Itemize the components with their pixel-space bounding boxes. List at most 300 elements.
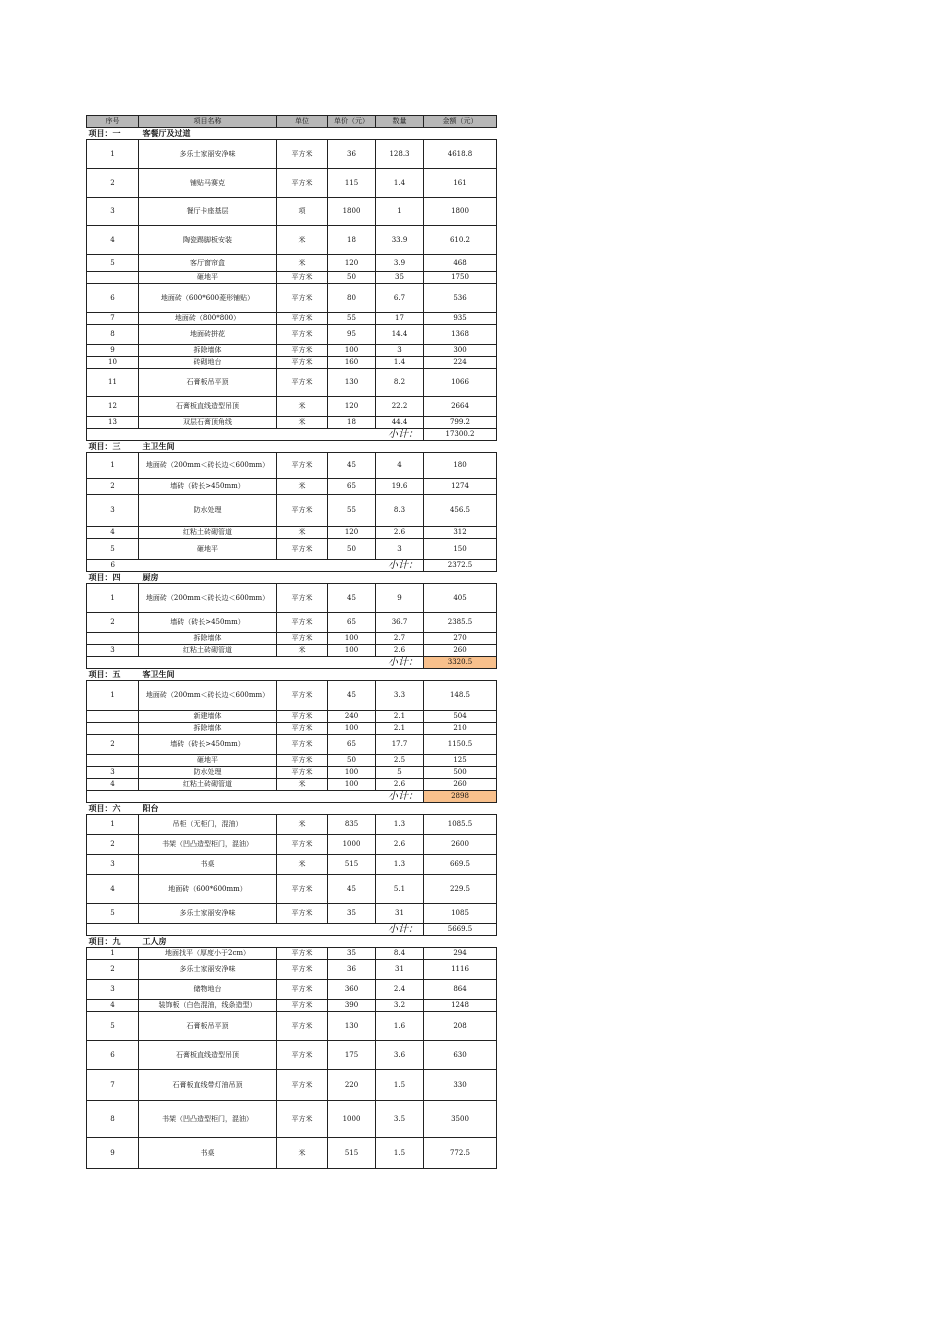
item-name: 地面找平（厚度小于2cm） [139,948,277,960]
section-header [87,441,497,453]
item-unit-price: 50 [328,539,376,560]
item-name: 多乐士家丽安净味 [139,140,277,169]
item-name: 书桌 [139,1138,277,1169]
item-name: 拆除墙体 [139,633,277,645]
section-name: 客卫生间 [142,669,175,679]
item-name: 砖砌地台 [139,357,277,369]
item-no: 2 [87,479,139,495]
item-unit-price: 100 [328,345,376,357]
subtotal-label: 小计： [139,657,424,669]
item-name: 拆除墙体 [139,345,277,357]
item-name: 餐厅卡座基层 [139,198,277,226]
item-no: 3 [87,855,139,875]
item-quantity: 2.6 [376,835,424,855]
table-row [87,779,497,791]
item-unit-price: 35 [328,904,376,924]
table-row [87,1012,497,1041]
table-row [87,255,497,272]
item-unit: 平方米 [277,1070,328,1101]
item-unit-price: 45 [328,453,376,479]
table-row [87,417,497,429]
item-no: 4 [87,779,139,791]
item-quantity: 4 [376,453,424,479]
item-quantity: 33.9 [376,226,424,255]
item-unit: 平方米 [277,369,328,397]
table-row [87,980,497,1000]
table-row [87,815,497,835]
item-unit-price: 220 [328,1070,376,1101]
item-unit-price: 120 [328,527,376,539]
item-no: 4 [87,226,139,255]
item-amount: 224 [424,357,497,369]
section-label: 项目：五 [88,669,121,679]
table-row [87,645,497,657]
item-no: 8 [87,325,139,345]
subtotal-label: 小计： [139,924,424,936]
table-row [87,198,497,226]
table-row [87,835,497,855]
item-unit: 平方米 [277,613,328,633]
item-name: 防水处理 [139,495,277,527]
table-row [87,272,497,284]
item-quantity: 2.4 [376,980,424,1000]
item-no: 3 [87,767,139,779]
item-unit-price: 50 [328,272,376,284]
item-amount: 1085.5 [424,815,497,835]
item-amount: 229.5 [424,875,497,904]
section-name: 工人房 [142,936,167,946]
table-row [87,633,497,645]
item-quantity: 8.2 [376,369,424,397]
item-name: 多乐士家丽安净味 [139,904,277,924]
item-name: 砸地平 [139,755,277,767]
item-unit-price: 100 [328,779,376,791]
item-quantity: 14.4 [376,325,424,345]
table-row [87,284,497,313]
section-label: 项目：三 [88,441,121,451]
item-name: 砸地平 [139,539,277,560]
item-unit: 平方米 [277,681,328,711]
item-name: 防水处理 [139,767,277,779]
item-quantity: 6.7 [376,284,424,313]
item-name: 书架（凹凸造型柜门，混油） [139,835,277,855]
table-row [87,1138,497,1169]
item-no: 5 [87,1012,139,1041]
section-title [87,128,497,140]
item-amount: 260 [424,645,497,657]
item-unit-price: 45 [328,584,376,613]
item-name: 地面砖（600*600mm） [139,875,277,904]
table-row [87,1000,497,1012]
table-row [87,527,497,539]
section-label: 项目：六 [88,803,121,813]
item-amount: 125 [424,755,497,767]
item-unit: 米 [277,645,328,657]
item-unit: 平方米 [277,960,328,980]
section-header [87,572,497,584]
item-unit-price: 130 [328,369,376,397]
subtotal-row [87,791,497,803]
item-quantity: 3.3 [376,681,424,711]
item-name: 墙砖（砖长>450mm） [139,735,277,755]
subtotal-label: 小计： [139,429,424,441]
item-name: 客厅窗帘盒 [139,255,277,272]
subtotal-no [87,429,139,441]
item-quantity: 2.5 [376,755,424,767]
item-name: 石膏板直线带灯油吊顶 [139,1070,277,1101]
item-quantity: 2.6 [376,527,424,539]
item-unit: 平方米 [277,272,328,284]
item-name: 石膏板直线造型吊顶 [139,1041,277,1070]
item-quantity: 1.6 [376,1012,424,1041]
item-amount: 504 [424,711,497,723]
item-name: 陶瓷踢脚板安装 [139,226,277,255]
item-name: 红粘土砖砌管道 [139,779,277,791]
item-name: 拆除墙体 [139,723,277,735]
section-name: 主卫生间 [142,441,175,451]
item-no: 1 [87,681,139,711]
item-no [87,723,139,735]
item-name: 地面砖（600*600菱形铺贴） [139,284,277,313]
table-row [87,453,497,479]
item-unit-price: 1000 [328,835,376,855]
item-unit: 平方米 [277,345,328,357]
item-amount: 1150.5 [424,735,497,755]
item-quantity: 31 [376,960,424,980]
item-amount: 1116 [424,960,497,980]
item-quantity: 8.3 [376,495,424,527]
item-no: 9 [87,1138,139,1169]
item-unit: 平方米 [277,1012,328,1041]
header-unit-price: 单价（元） [328,116,376,128]
item-quantity: 8.4 [376,948,424,960]
item-no: 4 [87,875,139,904]
item-no: 6 [87,1041,139,1070]
item-unit-price: 65 [328,613,376,633]
item-amount: 2664 [424,397,497,417]
section-header [87,936,497,948]
item-no [87,633,139,645]
item-quantity: 44.4 [376,417,424,429]
item-name: 书架（凹凸造型柜门，混油） [139,1101,277,1138]
item-amount: 1085 [424,904,497,924]
table-row [87,345,497,357]
item-unit: 平方米 [277,904,328,924]
subtotal-row [87,560,497,572]
item-amount: 2385.5 [424,613,497,633]
item-unit: 平方米 [277,711,328,723]
item-quantity: 3.5 [376,1101,424,1138]
header-item-name: 项目名称 [139,116,277,128]
item-unit-price: 45 [328,681,376,711]
table-row [87,539,497,560]
item-unit-price: 115 [328,169,376,198]
item-no: 10 [87,357,139,369]
item-quantity: 3 [376,539,424,560]
item-unit-price: 45 [328,875,376,904]
item-unit: 平方米 [277,1101,328,1138]
item-amount: 630 [424,1041,497,1070]
item-unit-price: 18 [328,417,376,429]
subtotal-row [87,429,497,441]
item-amount: 270 [424,633,497,645]
item-no: 5 [87,539,139,560]
subtotal-amount: 3320.5 [424,657,497,669]
item-quantity: 2.1 [376,723,424,735]
item-unit-price: 515 [328,855,376,875]
item-quantity: 36.7 [376,613,424,633]
item-amount: 799.2 [424,417,497,429]
item-unit: 平方米 [277,723,328,735]
item-amount: 1368 [424,325,497,345]
item-unit-price: 65 [328,735,376,755]
item-unit-price: 65 [328,479,376,495]
subtotal-row [87,657,497,669]
item-name: 储物地台 [139,980,277,1000]
item-no: 1 [87,948,139,960]
item-quantity: 17.7 [376,735,424,755]
item-quantity: 31 [376,904,424,924]
subtotal-no [87,657,139,669]
item-no [87,272,139,284]
section-label: 项目：一 [88,128,121,138]
table-row [87,723,497,735]
item-no: 12 [87,397,139,417]
section-label: 项目：四 [88,572,121,582]
item-name: 石膏板吊平顶 [139,1012,277,1041]
table-row [87,325,497,345]
subtotal-amount: 5669.5 [424,924,497,936]
item-unit: 平方米 [277,313,328,325]
subtotal-label: 小计： [139,560,424,572]
item-unit-price: 50 [328,755,376,767]
item-unit-price: 100 [328,645,376,657]
section-header [87,128,497,140]
item-quantity: 3 [376,345,424,357]
quotation-table [86,115,497,1169]
item-name: 石膏板吊平顶 [139,369,277,397]
header-unit: 单位 [277,116,328,128]
item-unit-price: 55 [328,495,376,527]
table-row [87,369,497,397]
item-name: 墙砖（砖长>450mm） [139,613,277,633]
item-quantity: 9 [376,584,424,613]
item-unit: 平方米 [277,495,328,527]
item-unit: 米 [277,815,328,835]
item-unit: 米 [277,1138,328,1169]
item-name: 装饰板（白色混油，线条造型） [139,1000,277,1012]
item-quantity: 2.6 [376,779,424,791]
item-amount: 208 [424,1012,497,1041]
section-title [87,803,497,815]
item-no: 4 [87,1000,139,1012]
subtotal-no [87,791,139,803]
item-amount: 300 [424,345,497,357]
item-amount: 3500 [424,1101,497,1138]
section-name: 客餐厅及过道 [142,128,191,138]
section-header [87,803,497,815]
section-name: 厨房 [142,572,159,582]
item-unit-price: 175 [328,1041,376,1070]
subtotal-amount: 2898 [424,791,497,803]
section-label: 项目：九 [88,936,121,946]
item-amount: 210 [424,723,497,735]
item-unit: 米 [277,255,328,272]
item-no: 3 [87,980,139,1000]
section-header [87,669,497,681]
item-unit: 平方米 [277,169,328,198]
item-no: 8 [87,1101,139,1138]
item-unit: 平方米 [277,1041,328,1070]
item-amount: 4618.8 [424,140,497,169]
item-no: 2 [87,835,139,855]
table-row [87,755,497,767]
item-amount: 456.5 [424,495,497,527]
item-no: 1 [87,584,139,613]
item-quantity: 17 [376,313,424,325]
table-row [87,855,497,875]
item-no: 3 [87,495,139,527]
table-row [87,711,497,723]
section-title [87,441,497,453]
item-amount: 312 [424,527,497,539]
table-row [87,1070,497,1101]
item-unit: 平方米 [277,755,328,767]
item-no: 1 [87,140,139,169]
subtotal-row [87,924,497,936]
item-unit: 平方米 [277,948,328,960]
item-unit: 平方米 [277,284,328,313]
item-unit: 平方米 [277,980,328,1000]
item-unit-price: 130 [328,1012,376,1041]
item-no: 2 [87,613,139,633]
item-name: 吊柜（无柜门，混油） [139,815,277,835]
table-row [87,1101,497,1138]
item-amount: 772.5 [424,1138,497,1169]
header-quantity: 数量 [376,116,424,128]
quotation-sheet [86,115,496,1169]
item-no [87,711,139,723]
section-name: 阳台 [142,803,159,813]
item-unit: 项 [277,198,328,226]
item-quantity: 1 [376,198,424,226]
item-amount: 669.5 [424,855,497,875]
item-unit-price: 100 [328,767,376,779]
item-quantity: 2.7 [376,633,424,645]
item-amount: 1800 [424,198,497,226]
item-quantity: 19.6 [376,479,424,495]
item-name: 铺贴马赛克 [139,169,277,198]
header-row [87,116,497,128]
item-quantity: 3.9 [376,255,424,272]
item-name: 红粘土砖砌管道 [139,527,277,539]
item-quantity: 3.2 [376,1000,424,1012]
item-unit-price: 120 [328,397,376,417]
item-unit: 米 [277,417,328,429]
item-quantity: 1.3 [376,855,424,875]
item-unit-price: 835 [328,815,376,835]
item-amount: 935 [424,313,497,325]
item-amount: 468 [424,255,497,272]
item-unit: 平方米 [277,140,328,169]
item-quantity: 5 [376,767,424,779]
item-unit: 米 [277,779,328,791]
item-quantity: 35 [376,272,424,284]
table-row [87,948,497,960]
item-unit: 平方米 [277,1000,328,1012]
item-name: 石膏板直线造型吊顶 [139,397,277,417]
item-amount: 405 [424,584,497,613]
section-title [87,572,497,584]
item-unit-price: 360 [328,980,376,1000]
subtotal-amount: 2372.5 [424,560,497,572]
item-unit-price: 515 [328,1138,376,1169]
item-unit: 平方米 [277,539,328,560]
item-unit-price: 35 [328,948,376,960]
item-no: 5 [87,904,139,924]
item-amount: 294 [424,948,497,960]
item-quantity: 1.5 [376,1138,424,1169]
item-no: 2 [87,735,139,755]
item-no: 3 [87,198,139,226]
item-no: 7 [87,313,139,325]
item-unit: 米 [277,527,328,539]
table-row [87,735,497,755]
item-name: 地面砖（200mm＜砖长边＜600mm） [139,584,277,613]
item-no: 5 [87,255,139,272]
section-title [87,936,497,948]
item-quantity: 1.5 [376,1070,424,1101]
table-row [87,875,497,904]
item-quantity: 5.1 [376,875,424,904]
table-row [87,960,497,980]
item-amount: 2600 [424,835,497,855]
item-name: 新建墙体 [139,711,277,723]
table-row [87,584,497,613]
table-row [87,313,497,325]
header-amount: 金额（元） [424,116,497,128]
item-unit-price: 1800 [328,198,376,226]
item-no: 7 [87,1070,139,1101]
item-amount: 150 [424,539,497,560]
item-unit: 平方米 [277,835,328,855]
item-unit-price: 100 [328,723,376,735]
item-unit: 平方米 [277,357,328,369]
table-row [87,613,497,633]
item-name: 红粘土砖砌管道 [139,645,277,657]
subtotal-amount: 17300.2 [424,429,497,441]
item-name: 地面砖（200mm＜砖长边＜600mm） [139,681,277,711]
item-unit-price: 95 [328,325,376,345]
table-row [87,357,497,369]
item-name: 地面砖（200mm＜砖长边＜600mm） [139,453,277,479]
table-row [87,479,497,495]
item-no: 11 [87,369,139,397]
item-quantity: 2.1 [376,711,424,723]
item-no: 1 [87,453,139,479]
item-unit-price: 1000 [328,1101,376,1138]
item-amount: 180 [424,453,497,479]
item-name: 地面砖拼花 [139,325,277,345]
item-name: 书桌 [139,855,277,875]
table-row [87,226,497,255]
item-unit-price: 18 [328,226,376,255]
item-unit: 平方米 [277,633,328,645]
item-unit: 米 [277,226,328,255]
item-no: 4 [87,527,139,539]
table-row [87,169,497,198]
item-amount: 161 [424,169,497,198]
